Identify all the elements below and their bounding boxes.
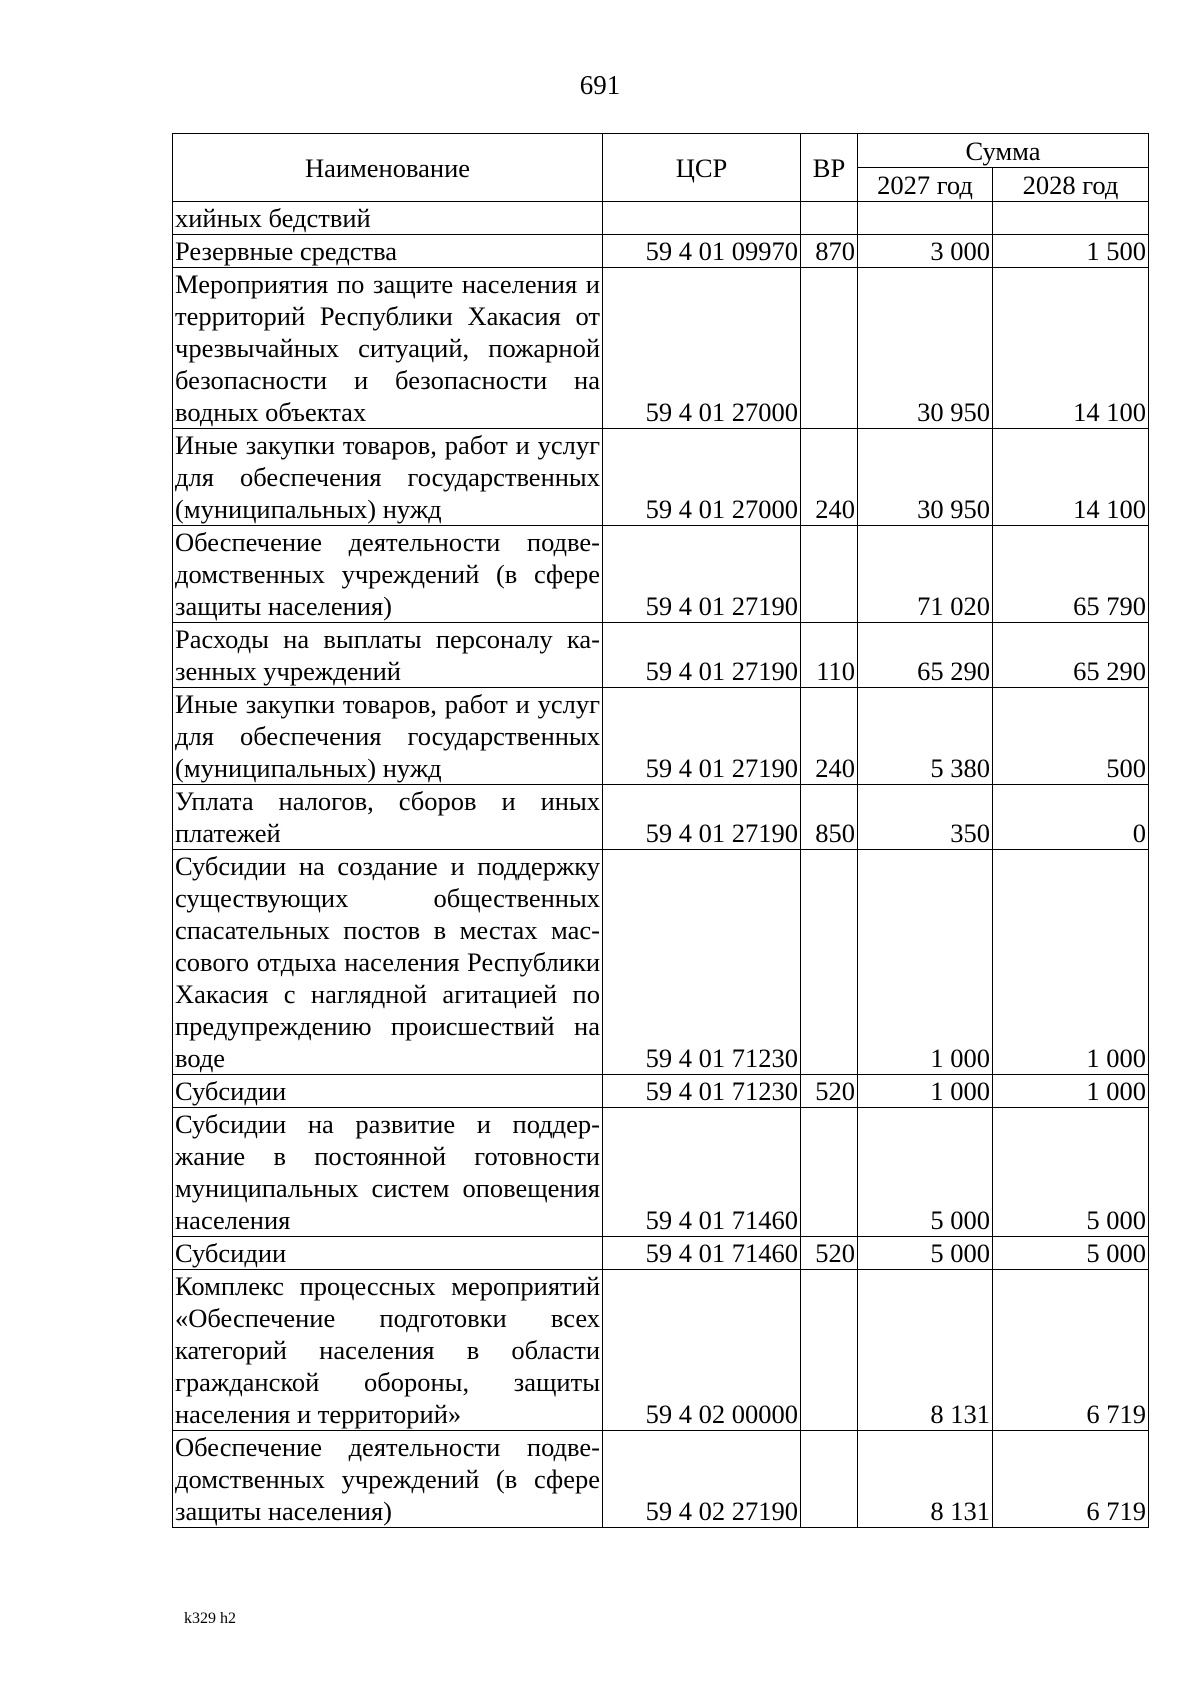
row-vr-cell xyxy=(801,268,858,429)
row-sum-2027-cell: 71 020 xyxy=(858,526,993,623)
row-sum-2027-cell: 5 000 xyxy=(858,1108,993,1237)
row-sum-2027-cell: 5 000 xyxy=(858,1237,993,1270)
row-sum-2028-cell: 1 000 xyxy=(993,1075,1149,1108)
row-sum-2028-cell: 5 000 xyxy=(993,1237,1149,1270)
row-name-cell: Иные закупки товаров, работ и услуг для обеспечения государственных (муниципальных) нужд xyxy=(173,688,603,785)
table-row xyxy=(173,623,1149,688)
row-vr-cell xyxy=(801,1270,858,1431)
row-csr-cell xyxy=(603,202,801,235)
row-name-cell: Расходы на выплаты персоналу казенных учреждений xyxy=(173,623,603,688)
row-sum-2028-cell: 0 xyxy=(993,785,1149,850)
row-vr-cell: 240 xyxy=(801,429,858,526)
row-sum-2028-cell: 6 719 xyxy=(993,1270,1149,1431)
row-sum-2028-cell: 65 290 xyxy=(993,623,1149,688)
table-row xyxy=(173,850,1149,1075)
row-name-cell: Субсидии xyxy=(173,1075,603,1108)
row-sum-2027-cell: 30 950 xyxy=(858,268,993,429)
row-vr-cell xyxy=(801,1108,858,1237)
row-sum-2027-cell: 65 290 xyxy=(858,623,993,688)
row-csr-cell: 59 4 01 27190 xyxy=(603,785,801,850)
row-vr-cell xyxy=(801,850,858,1075)
row-sum-2028-cell: 65 790 xyxy=(993,526,1149,623)
row-vr-cell: 240 xyxy=(801,688,858,785)
row-sum-2027-cell: 1 000 xyxy=(858,850,993,1075)
row-sum-2027-cell: 350 xyxy=(858,785,993,850)
table-body xyxy=(173,202,1149,1528)
row-vr-cell xyxy=(801,1431,858,1528)
row-vr-cell: 870 xyxy=(801,235,858,268)
row-sum-2027-cell: 1 000 xyxy=(858,1075,993,1108)
row-name-cell: Резервные средства xyxy=(173,235,603,268)
row-vr-cell: 520 xyxy=(801,1075,858,1108)
header-year-2027: 2027 год xyxy=(858,168,993,202)
row-name-cell: Уплата налогов, сборов и иных платежей xyxy=(173,785,603,850)
row-csr-cell: 59 4 01 27000 xyxy=(603,429,801,526)
row-name-cell: Субсидии xyxy=(173,1237,603,1270)
row-name-cell: Мероприятия по защите населения и территорий Республики Хакасия от чрезвычайных ситуаций, пожарной безопасности и безопасности на водных объектах xyxy=(173,268,603,429)
row-csr-cell: 59 4 02 00000 xyxy=(603,1270,801,1431)
row-csr-cell: 59 4 01 27190 xyxy=(603,623,801,688)
row-csr-cell: 59 4 01 27190 xyxy=(603,688,801,785)
header-year-2028: 2028 год xyxy=(993,168,1149,202)
row-csr-cell: 59 4 02 27190 xyxy=(603,1431,801,1528)
row-sum-2027-cell: 3 000 xyxy=(858,235,993,268)
row-csr-cell: 59 4 01 71460 xyxy=(603,1108,801,1237)
header-vr: ВР xyxy=(801,134,858,202)
row-name-cell: Обеспечение деятельности подведомственных учреждений (в сфере защиты населения) xyxy=(173,526,603,623)
row-sum-2028-cell: 1 000 xyxy=(993,850,1149,1075)
table-row xyxy=(173,526,1149,623)
table-row xyxy=(173,429,1149,526)
row-sum-2028-cell: 6 719 xyxy=(993,1431,1149,1528)
footer-code: k329 h2 xyxy=(184,1610,236,1627)
row-csr-cell: 59 4 01 27190 xyxy=(603,526,801,623)
row-sum-2028-cell: 14 100 xyxy=(993,268,1149,429)
row-name-cell: Иные закупки товаров, работ и услуг для обеспечения государственных (муниципальных) нужд xyxy=(173,429,603,526)
row-csr-cell: 59 4 01 71460 xyxy=(603,1237,801,1270)
row-vr-cell: 850 xyxy=(801,785,858,850)
row-name-cell: Субсидии на создание и поддержку существующих общественных спасательных постов в местах массового отдыха населения Республики Хакасия с наглядной агитацией по предупреждению происшествий на воде xyxy=(173,850,603,1075)
row-sum-2028-cell: 14 100 xyxy=(993,429,1149,526)
row-name-cell: Комплекс процессных мероприятий «Обеспечение подготовки всех категорий населения в области гражданской обороны, защиты населения и территорий» xyxy=(173,1270,603,1431)
table-row xyxy=(173,1431,1149,1528)
row-vr-cell xyxy=(801,526,858,623)
row-csr-cell: 59 4 01 27000 xyxy=(603,268,801,429)
row-sum-2028-cell: 500 xyxy=(993,688,1149,785)
header-name: Наименование xyxy=(173,134,603,202)
row-vr-cell xyxy=(801,202,858,235)
row-sum-2027-cell xyxy=(858,202,993,235)
table-row xyxy=(173,1270,1149,1431)
row-sum-2027-cell: 30 950 xyxy=(858,429,993,526)
table-row xyxy=(173,1075,1149,1108)
table-row xyxy=(173,268,1149,429)
row-csr-cell: 59 4 01 09970 xyxy=(603,235,801,268)
table-row xyxy=(173,235,1149,268)
budget-table xyxy=(172,133,1149,1528)
row-sum-2027-cell: 8 131 xyxy=(858,1270,993,1431)
header-csr: ЦСР xyxy=(603,134,801,202)
row-name-cell: Субсидии на развитие и поддержание в постоянной готовности муниципальных систем оповещения населения xyxy=(173,1108,603,1237)
header-sum: Сумма xyxy=(858,134,1149,168)
row-sum-2027-cell: 8 131 xyxy=(858,1431,993,1528)
row-csr-cell: 59 4 01 71230 xyxy=(603,850,801,1075)
page-number: 691 xyxy=(579,70,621,100)
row-sum-2028-cell: 5 000 xyxy=(993,1108,1149,1237)
row-csr-cell: 59 4 01 71230 xyxy=(603,1075,801,1108)
table-row xyxy=(173,1108,1149,1237)
row-sum-2028-cell: 1 500 xyxy=(993,235,1149,268)
table-row xyxy=(173,688,1149,785)
row-name-cell: Обеспечение деятельности подведомственных учреждений (в сфере защиты населения) xyxy=(173,1431,603,1528)
row-sum-2027-cell: 5 380 xyxy=(858,688,993,785)
row-vr-cell: 110 xyxy=(801,623,858,688)
table-row xyxy=(173,1237,1149,1270)
row-vr-cell: 520 xyxy=(801,1237,858,1270)
table-row xyxy=(173,785,1149,850)
row-name-cell: хийных бедствий xyxy=(173,202,603,235)
row-sum-2028-cell xyxy=(993,202,1149,235)
table-row xyxy=(173,202,1149,235)
